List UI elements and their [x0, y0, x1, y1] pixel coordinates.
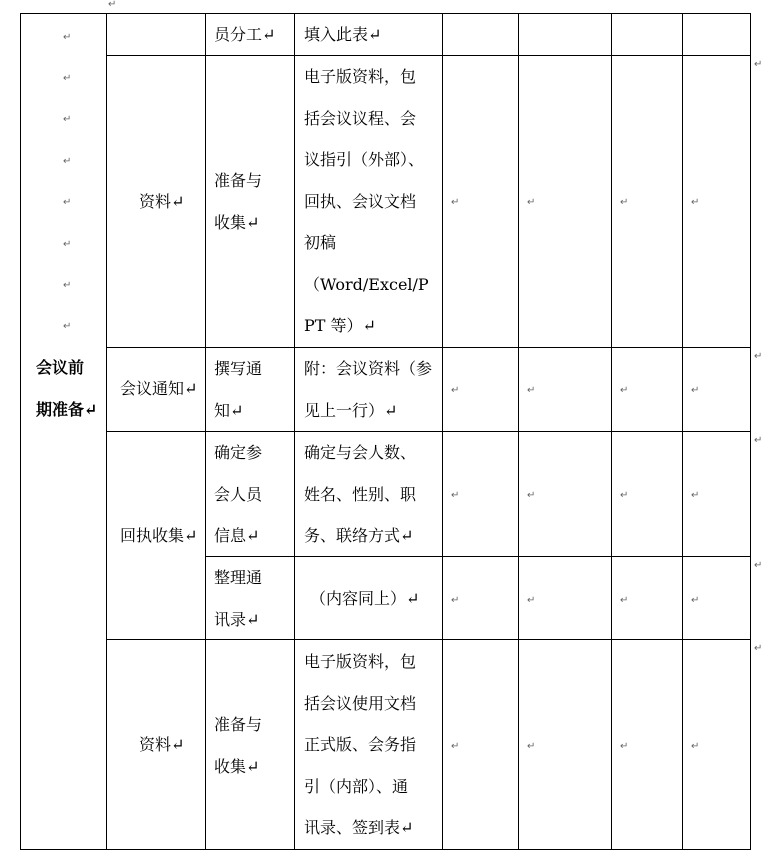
description-line: 附：会议资料（参: [304, 359, 433, 378]
empty-cell-mark: ↵: [620, 197, 629, 208]
description-line: 讯录、签到表↵: [304, 818, 414, 837]
empty-cell-mark: ↵: [691, 741, 700, 752]
role-header: 员分工↵: [214, 25, 276, 44]
phase-label: 期准备↵: [36, 400, 98, 419]
empty-cell-mark: ↵: [527, 595, 536, 606]
description-line: 括会议使用文档: [304, 694, 417, 713]
paragraph-mark: ↵: [63, 197, 72, 208]
empty-cell-mark: ↵: [527, 197, 536, 208]
task-cell: 准备与: [214, 171, 263, 190]
paragraph-mark: ↵: [63, 114, 72, 125]
row-end-mark: ↵: [754, 351, 763, 362]
empty-cell-mark: ↵: [691, 490, 700, 501]
empty-cell-mark: ↵: [451, 490, 460, 501]
empty-cell-mark: ↵: [451, 197, 460, 208]
empty-cell-mark: ↵: [620, 490, 629, 501]
empty-cell-mark: ↵: [620, 741, 629, 752]
paragraph-mark: ↵: [63, 156, 72, 167]
paragraph-mark: ↵: [63, 239, 72, 250]
task-cell: 知↵: [214, 401, 244, 420]
task-cell: 撰写通: [214, 359, 263, 378]
description-line: 括会议议程、会: [304, 109, 417, 128]
empty-cell-mark: ↵: [527, 490, 536, 501]
task-cell: 确定参: [214, 443, 263, 462]
paragraph-mark: ↵: [108, 0, 117, 10]
description-line: 务、联络方式↵: [304, 526, 414, 545]
task-cell: 准备与: [214, 715, 263, 734]
task-cell: 整理通: [214, 568, 263, 587]
description-line: 初稿: [304, 233, 337, 252]
description-line: 电子版资料，包: [304, 652, 417, 671]
description-line: 姓名、性别、职: [304, 485, 417, 504]
description-line: （内容同上）↵: [310, 589, 420, 608]
task-cell: 收集↵: [214, 757, 260, 776]
empty-cell-mark: ↵: [527, 741, 536, 752]
phase-label: 会议前: [36, 358, 85, 377]
category-cell: 回执收集↵: [120, 526, 198, 545]
description-line: 见上一行）↵: [304, 401, 398, 420]
description-line: （Word/Excel/P: [304, 275, 429, 294]
category-cell: 资料↵: [139, 735, 185, 754]
empty-cell-mark: ↵: [451, 595, 460, 606]
description-line: PT 等）↵: [304, 316, 376, 335]
row-end-mark: ↵: [754, 59, 763, 70]
description-line: 电子版资料，包: [304, 67, 417, 86]
description-line: 确定与会人数、: [304, 443, 417, 462]
category-cell: 会议通知↵: [120, 379, 198, 398]
task-cell: 收集↵: [214, 213, 260, 232]
empty-cell-mark: ↵: [691, 385, 700, 396]
row-end-mark: ↵: [754, 435, 763, 446]
description-line: 议指引（外部）、: [304, 150, 425, 169]
paragraph-mark: ↵: [63, 73, 72, 84]
empty-cell-mark: ↵: [527, 385, 536, 396]
task-cell: 会人员: [214, 485, 263, 504]
empty-cell-mark: ↵: [620, 595, 629, 606]
row-end-mark: ↵: [754, 643, 763, 654]
empty-cell-mark: ↵: [691, 197, 700, 208]
paragraph-mark: ↵: [63, 32, 72, 43]
description-line: 回执、会议文档: [304, 192, 417, 211]
empty-cell-mark: ↵: [451, 385, 460, 396]
empty-cell-mark: ↵: [451, 741, 460, 752]
category-cell: 资料↵: [139, 192, 185, 211]
note-header: 填入此表↵: [304, 25, 382, 44]
row-end-mark: ↵: [754, 560, 763, 571]
description-line: 正式版、会务指: [304, 735, 417, 754]
paragraph-mark: ↵: [63, 321, 72, 332]
task-cell: 信息↵: [214, 526, 260, 545]
description-line: 引（内部）、通: [304, 777, 409, 796]
task-cell: 讯录↵: [214, 610, 260, 629]
paragraph-mark: ↵: [63, 280, 72, 291]
empty-cell-mark: ↵: [691, 595, 700, 606]
empty-cell-mark: ↵: [620, 385, 629, 396]
